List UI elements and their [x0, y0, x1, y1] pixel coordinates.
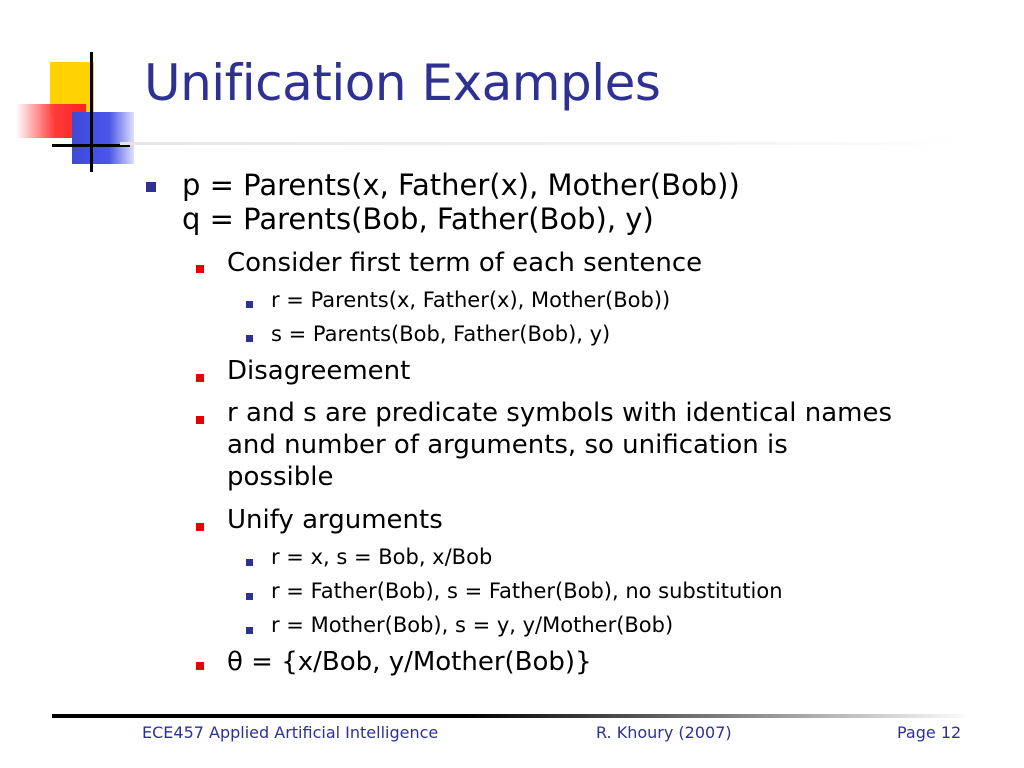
bullet-pq-line2: q = Parents(Bob, Father(Bob), y) — [182, 202, 654, 236]
bullet-disagreement-text: Disagreement — [227, 356, 411, 386]
footer-divider — [52, 714, 972, 718]
level2-bullet-icon — [196, 416, 204, 424]
bullet-unify-1 — [271, 543, 492, 571]
level3-bullet-icon — [246, 593, 253, 600]
slide-title: Unification Examples — [144, 54, 661, 112]
bullet-unify-1-text: r = x, s = Bob, x/Bob — [271, 545, 493, 569]
bullet-unify — [227, 504, 443, 536]
bullet-unify-3 — [271, 611, 673, 639]
footer-course: ECE457 Applied Artificial Intelligence — [142, 723, 439, 742]
level2-bullet-icon — [196, 662, 204, 670]
level3-bullet-icon — [246, 301, 253, 308]
level1-bullet-icon — [146, 182, 156, 192]
bullet-rs-line2: and number of arguments, so unification is — [227, 430, 788, 460]
level3-bullet-icon — [246, 335, 253, 342]
bullet-unify-2-text: r = Father(Bob), s = Father(Bob), no substitution — [271, 579, 783, 603]
level2-bullet-icon — [196, 374, 204, 382]
footer-author: R. Khoury (2007) — [596, 723, 732, 742]
level2-bullet-icon — [196, 523, 204, 531]
level3-bullet-icon — [246, 627, 253, 634]
bullet-rs-line3: possible — [227, 462, 334, 492]
bullet-pq-line1: p = Parents(x, Father(x), Mother(Bob)) — [182, 168, 740, 202]
bullet-rs-explanation — [227, 397, 892, 493]
bullet-s-def — [271, 320, 610, 348]
bullet-pq — [182, 168, 740, 236]
footer-page-number: Page 12 — [897, 723, 962, 742]
bullet-theta-text: θ = {x/Bob, y/Mother(Bob)} — [227, 647, 592, 677]
bullet-consider — [227, 247, 702, 279]
bullet-s-def-text: s = Parents(Bob, Father(Bob), y) — [271, 322, 611, 346]
level2-bullet-icon — [196, 265, 204, 273]
bullet-disagreement — [227, 355, 410, 387]
bullet-consider-text: Consider first term of each sentence — [227, 248, 703, 278]
bullet-r-def-text: r = Parents(x, Father(x), Mother(Bob)) — [271, 288, 671, 312]
bullet-unify-3-text: r = Mother(Bob), s = y, y/Mother(Bob) — [271, 613, 674, 637]
bullet-r-def — [271, 286, 670, 314]
bullet-theta — [227, 646, 592, 678]
bullet-unify-2 — [271, 577, 783, 605]
bullet-rs-line1: r and s are predicate symbols with identical names — [227, 398, 893, 428]
level3-bullet-icon — [246, 559, 253, 566]
bullet-unify-text: Unify arguments — [227, 505, 443, 535]
